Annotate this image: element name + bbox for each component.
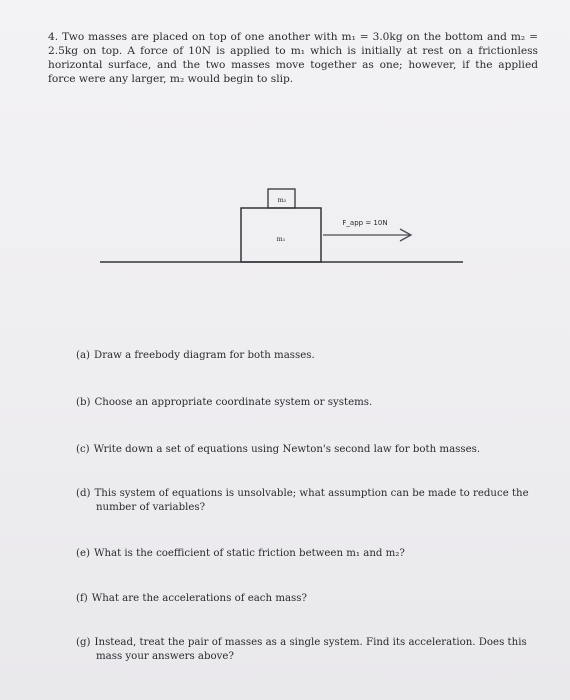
question-label: (d) — [76, 488, 91, 499]
question-text-continued: mass your answers above? — [96, 651, 234, 662]
question-text: This system of equations is unsolvable; what assumption can be made to reduce the — [94, 488, 529, 499]
question-label: (g) — [76, 637, 91, 648]
question-c — [76, 443, 536, 457]
question-label: (b) — [76, 397, 91, 408]
question-text-continued: number of variables? — [96, 502, 206, 513]
top-mass-label: m₂ — [277, 196, 287, 204]
question-label: (c) — [76, 444, 90, 455]
question-f — [76, 592, 536, 606]
force-label: F_app = 10N — [342, 219, 388, 227]
question-a — [76, 349, 536, 363]
problem-statement — [48, 30, 538, 86]
question-text: What is the coefficient of static friction between m₁ and m₂? — [93, 548, 405, 559]
block-diagram — [95, 180, 475, 275]
problem-text: Two masses are placed on top of one another with m₁ = 3.0kg on the bottom and m₂ = 2.5kg on top. A force of 10N is applied to m₁ which is initially at rest on a frictionless horizontal surface, and the two masses move together as one; however, if the applied force were any larger, m₂ would begin to slip. — [48, 31, 538, 85]
question-label: (e) — [76, 548, 90, 559]
question-e — [76, 547, 536, 561]
question-g — [76, 636, 536, 664]
question-text: Write down a set of equations using Newton's second law for both masses. — [93, 444, 481, 455]
question-d — [76, 487, 536, 515]
question-label: (f) — [76, 593, 88, 604]
question-text: Draw a freebody diagram for both masses. — [94, 350, 315, 361]
bottom-mass-label: m₁ — [276, 235, 286, 243]
problem-number: 4. — [48, 31, 59, 43]
question-b — [76, 396, 536, 410]
question-text: Choose an appropriate coordinate system or systems. — [94, 397, 373, 408]
question-text: What are the accelerations of each mass? — [91, 593, 307, 604]
question-label: (a) — [76, 350, 91, 361]
question-text: Instead, treat the pair of masses as a single system. Find its acceleration. Does this — [94, 637, 527, 648]
